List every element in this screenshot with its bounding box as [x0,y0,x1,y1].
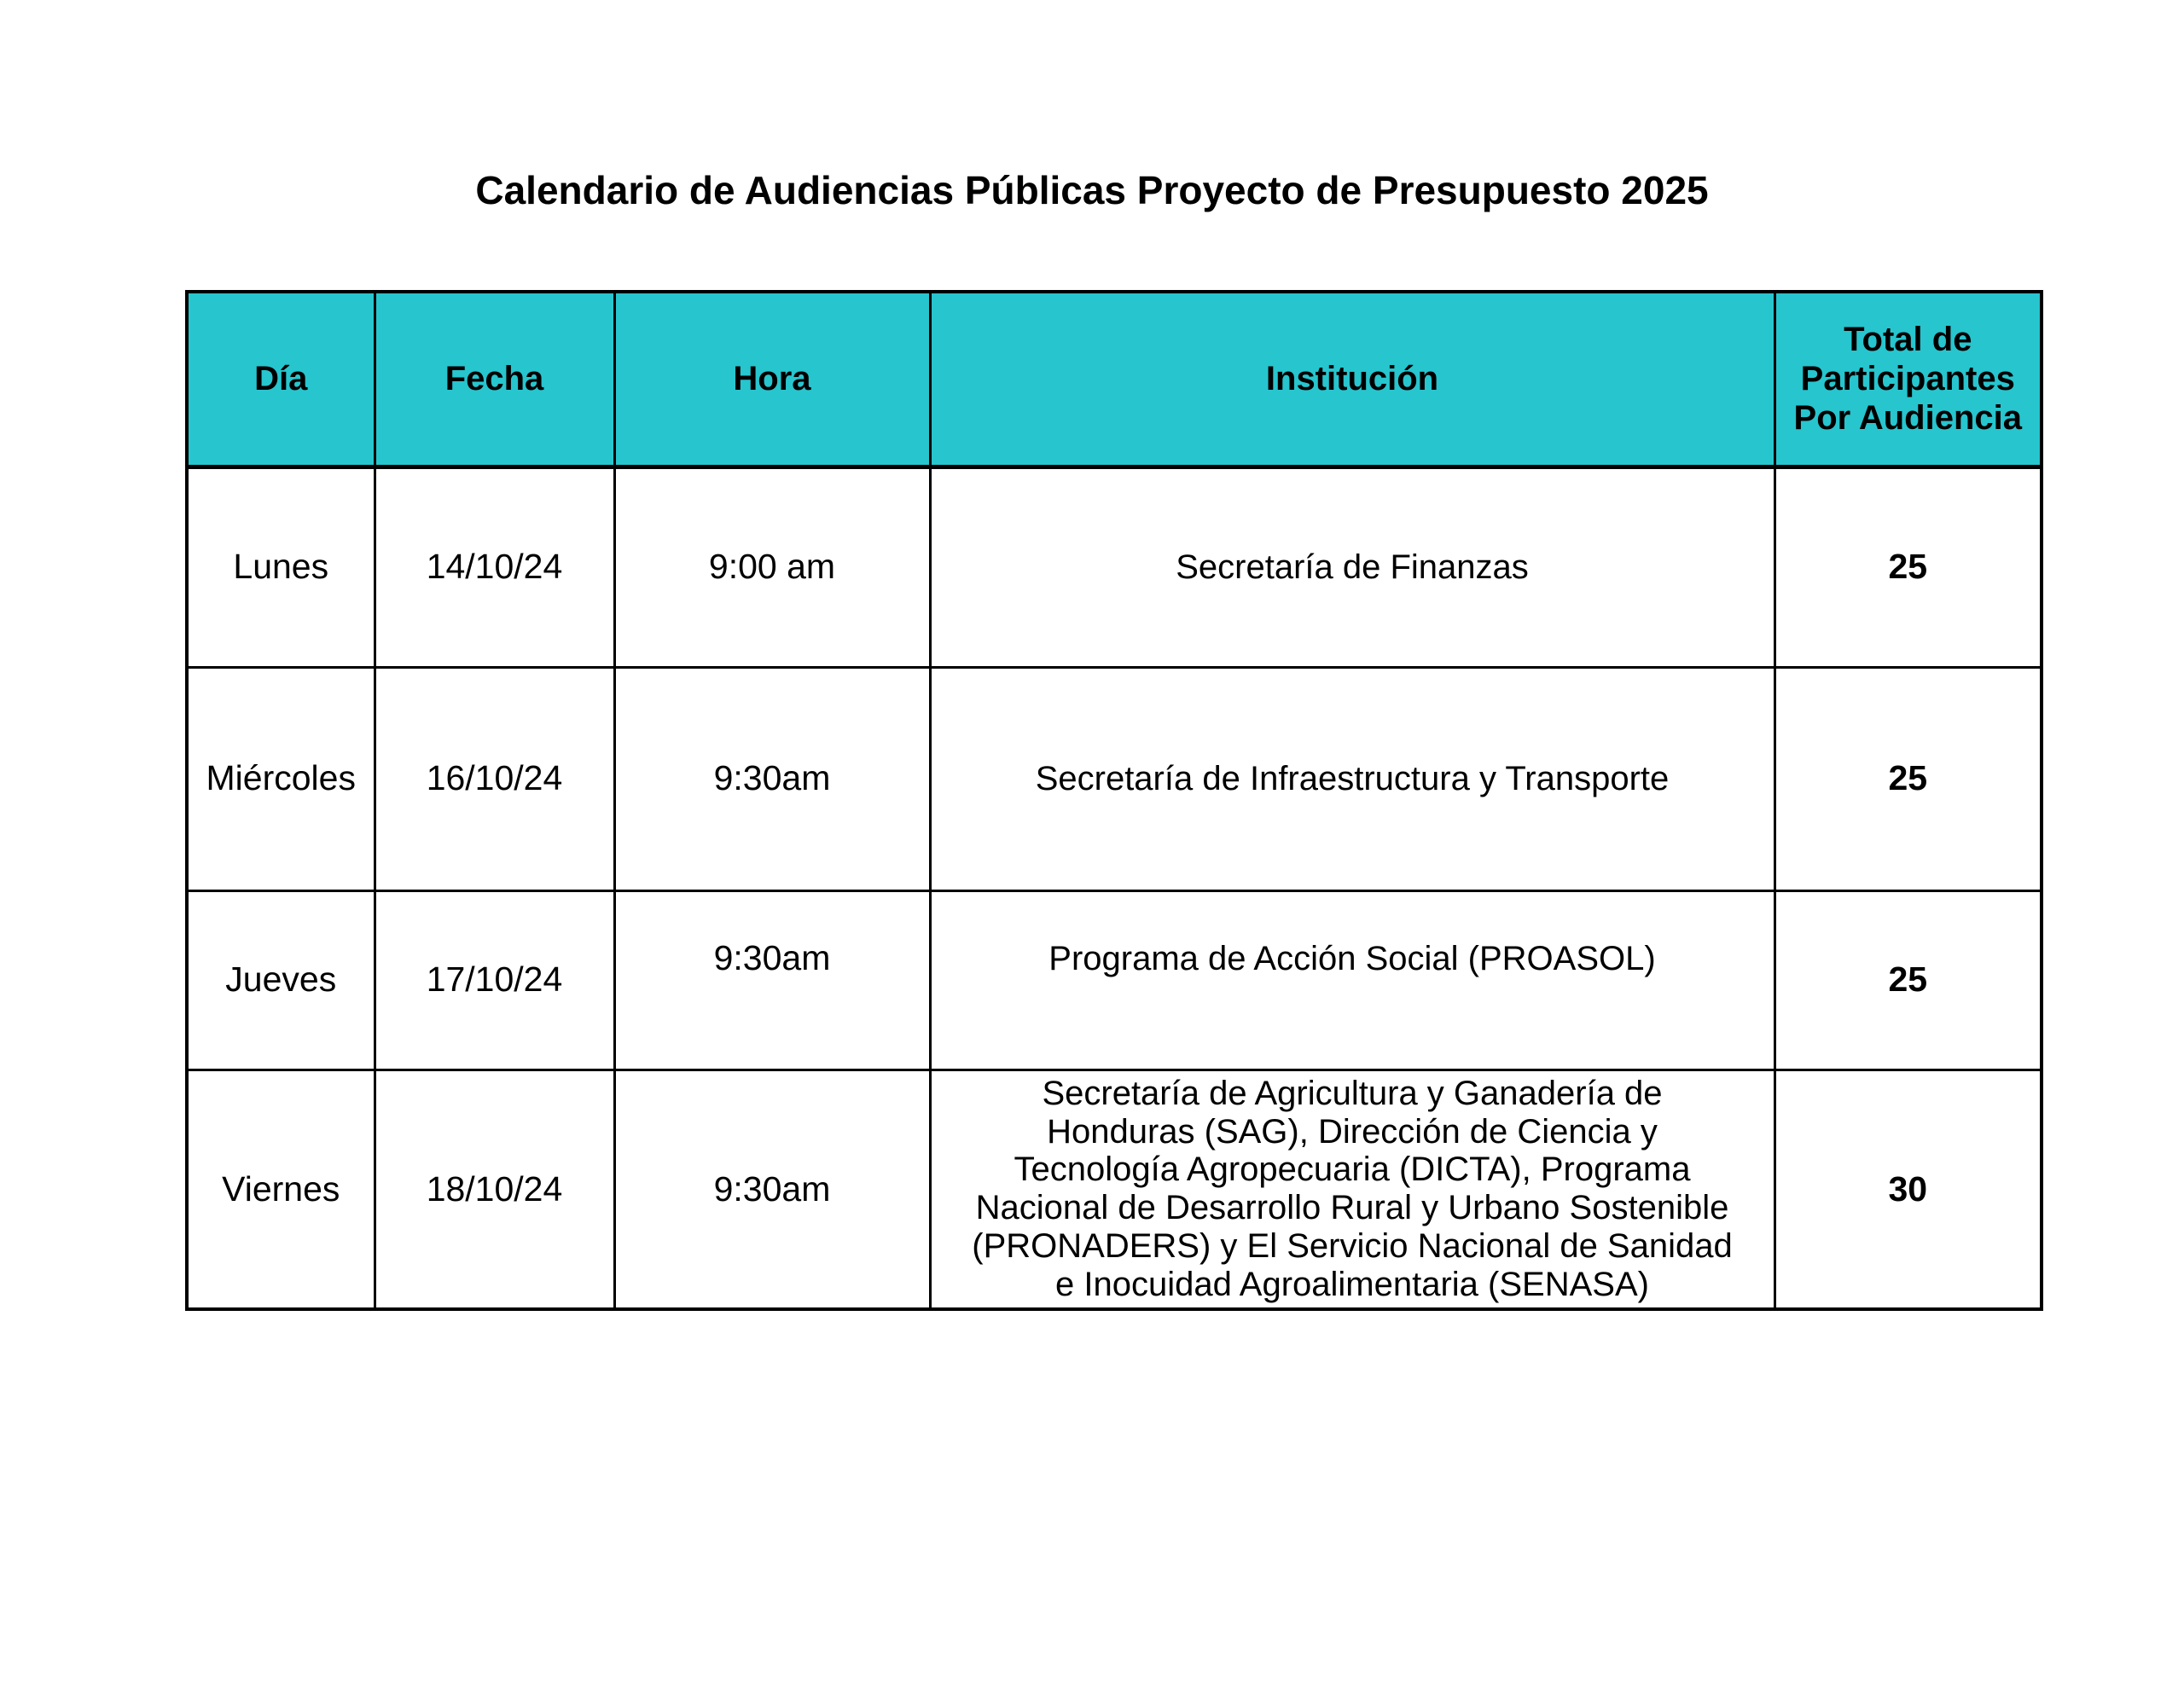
cell-fecha: 14/10/24 [375,467,614,667]
header-total: Total de Participantes Por Audiencia [1774,292,2042,467]
cell-total: 30 [1774,1070,2042,1309]
cell-institucion: Secretaría de Infraestructura y Transporte [930,667,1774,890]
table-row [187,467,2042,667]
cell-fecha: 16/10/24 [375,667,614,890]
cell-hora: 9:30am [614,667,930,890]
document-title: Calendario de Audiencias Públicas Proyecto de Presupuesto 2025 [475,168,1709,212]
header-fecha: Fecha [375,292,614,467]
cell-total: 25 [1774,467,2042,667]
schedule-table [185,290,2043,1311]
cell-fecha: 17/10/24 [375,890,614,1070]
cell-total: 25 [1774,667,2042,890]
cell-hora: 9:00 am [614,467,930,667]
cell-institucion: Programa de Acción Social (PROASOL) [930,890,1774,1070]
cell-fecha: 18/10/24 [375,1070,614,1309]
header-dia: Día [187,292,375,467]
header-institucion: Institución [930,292,1774,467]
cell-hora: 9:30am [614,890,930,1070]
table-row [187,890,2042,1070]
header-hora: Hora [614,292,930,467]
table-header-row [187,292,2042,467]
table-row [187,1070,2042,1309]
cell-dia: Miércoles [187,667,375,890]
cell-hora: 9:30am [614,1070,930,1309]
cell-institucion: Secretaría de Finanzas [930,467,1774,667]
cell-dia: Viernes [187,1070,375,1309]
cell-dia: Jueves [187,890,375,1070]
cell-total: 25 [1774,890,2042,1070]
cell-dia: Lunes [187,467,375,667]
cell-institucion: Secretaría de Agricultura y Ganadería de Honduras (SAG), Dirección de Ciencia y Tecnología Agropecuaria (DICTA), Programa Nacional de Desarrollo Rural y Urbano Sostenible (PRONADERS) y El Servicio Nacional de Sanidad e Inocuidad Agroalimentaria (SENASA) [930,1070,1774,1309]
table-row [187,667,2042,890]
